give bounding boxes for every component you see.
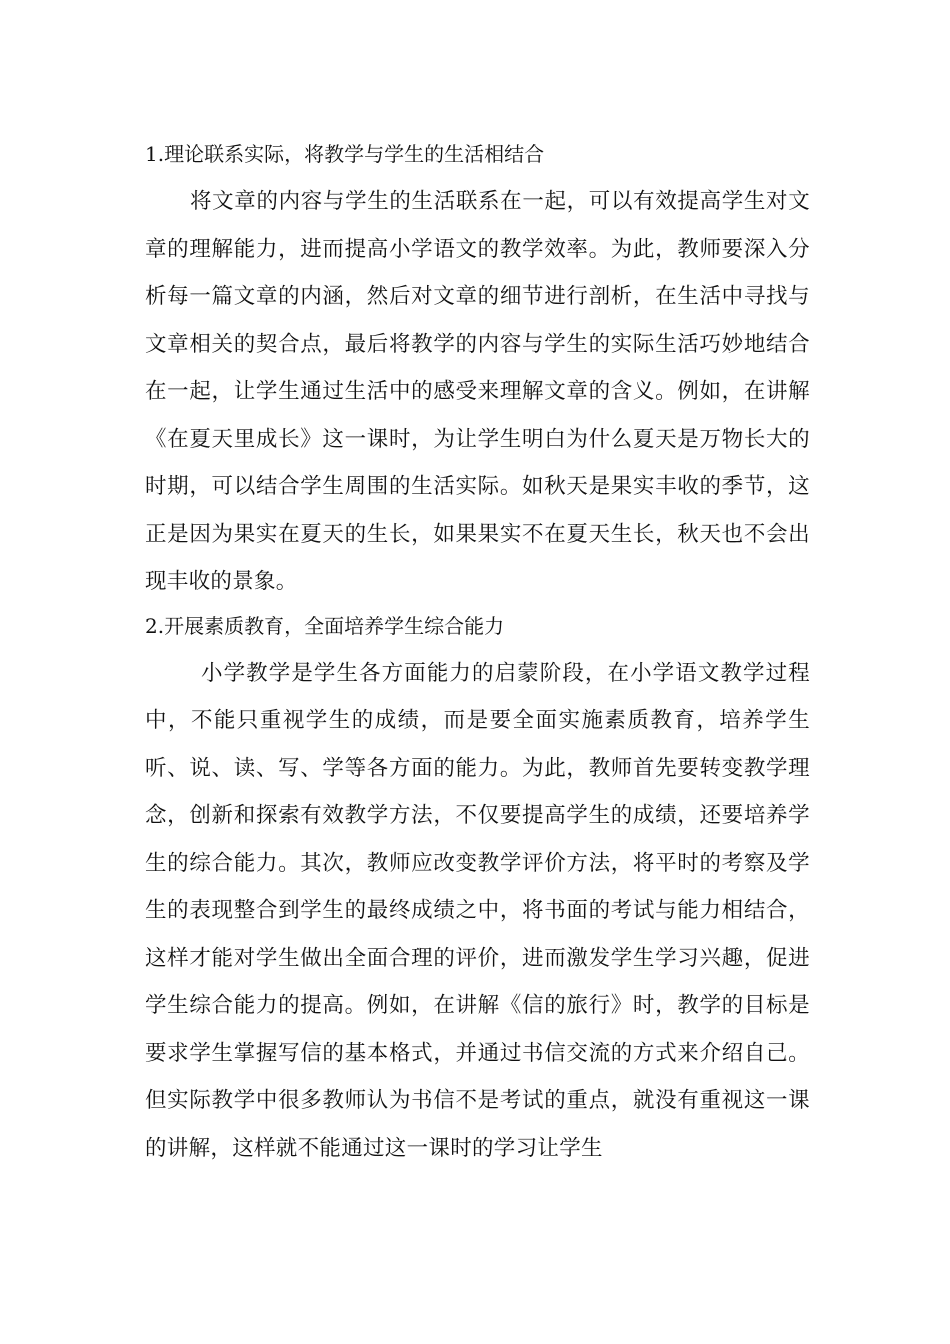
section-1-paragraph: 将文章的内容与学生的生活联系在一起，可以有效提高学生对文章的理解能力，进而提高小学语文的教学效率。为此，教师要深入分析每一篇文章的内涵，然后对文章的细节进行剖析，在生活中寻找与文章相关的契合点，最后将教学的内容与学生的实际生活巧妙地结合在一起，让学生通过生活中的感受来理解文章的含义。例如，在讲解《在夏天里成长》这一课时，为让学生明白为什么夏天是万物长大的时期，可以结合学生周围的生活实际。如秋天是果实丰收的季节，这正是因为果实在夏天的生长，如果果实不在夏天生长，秋天也不会出现丰收的景象。 [145,189,810,594]
section-2-paragraph: 小学教学是学生各方面能力的启蒙阶段，在小学语文教学过程中，不能只重视学生的成绩，而是要全面实施素质教育，培养学生听、说、读、写、学等各方面的能力。为此，教师首先要转变教学理念，创新和探索有效教学方法，不仅要提高学生的成绩，还要培养学生的综合能力。其次，教师应改变教学评价方法，将平时的考察及学生的表现整合到学生的最终成绩之中，将书面的考试与能力相结合，这样才能对学生做出全面合理的评价，进而激发学生学习兴趣，促进学生综合能力的提高。例如，在讲解《信的旅行》时，教学的目标是要求学生掌握写信的基本格式，并通过书信交流的方式来介绍自己。但实际教学中很多教师认为书信不是考试的重点，就没有重视这一课的讲解，这样就不能通过这一课时的学习让学生 [145,660,810,1161]
section-2-heading: 2.开展素质教育，全面培养学生综合能力 [145,613,505,638]
document-body [145,134,810,1172]
section-1-heading: 1.理论联系实际，将教学与学生的生活相结合 [145,142,545,166]
